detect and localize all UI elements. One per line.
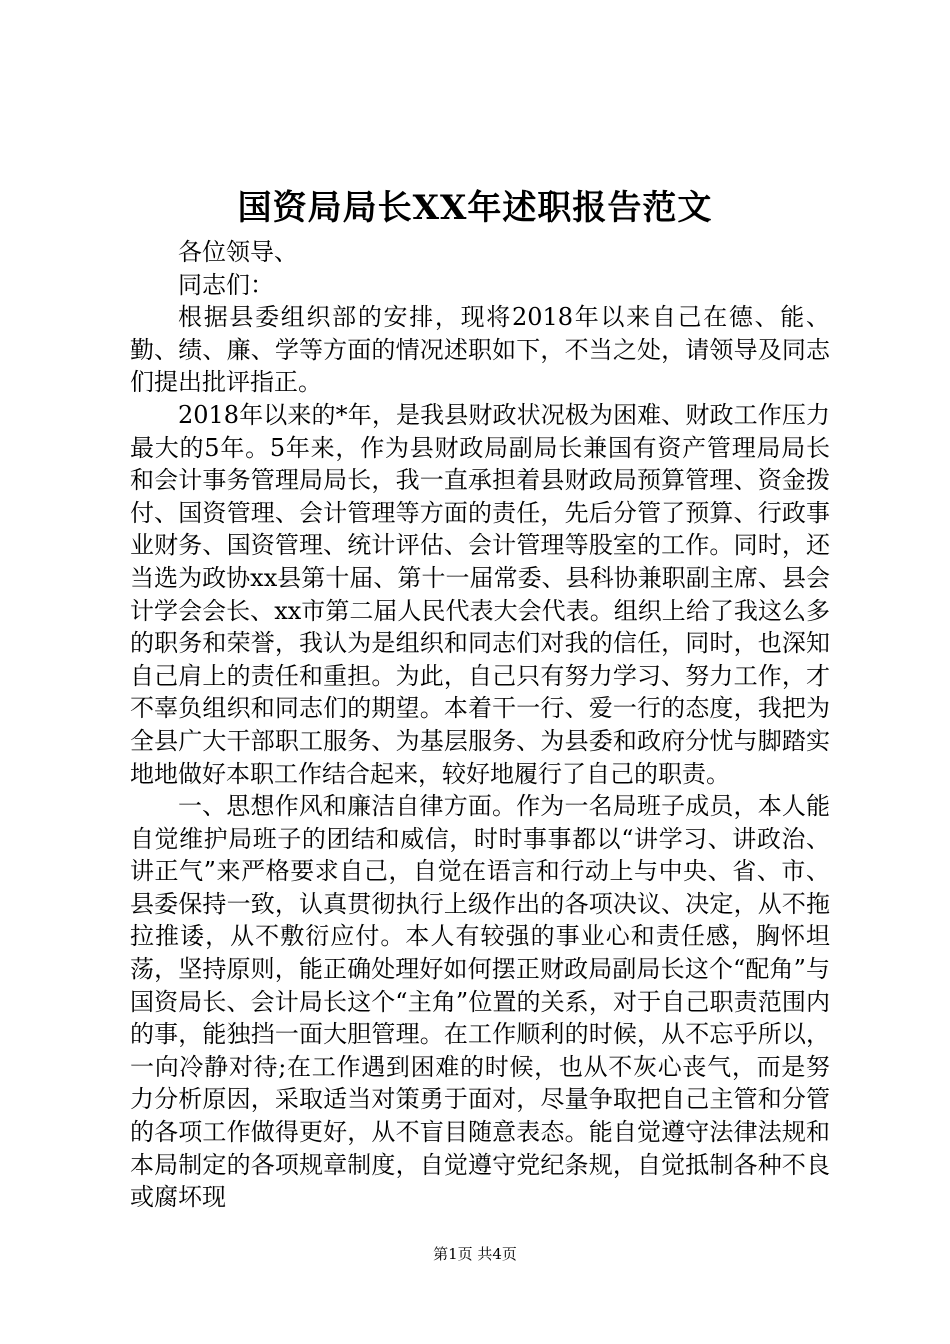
page-footer: 第1页 共4页	[433, 1245, 517, 1263]
paragraph-intro: 根据县委组织部的安排，现将2018年以来自己在德、能、勤、绩、廉、学等方面的情况述职如下，不当之处，请领导及同志们提出批评指正。	[130, 303, 830, 397]
document-title: 国资局局长XX年述职报告范文	[237, 188, 713, 228]
paragraph-section-one: 一、思想作风和廉洁自律方面。作为一名局班子成员，本人能自觉维护局班子的团结和威信，时时事事都以“讲学习、讲政治、讲正气”来严格要求自己，自觉在语言和行动上与中央、省、市、县委保持一致，认真贯彻执行上级作出的各项决议、决定，从不拖拉推诿，从不敷衍应付。本人有较强的事业心和责任感，胸怀坦荡，坚持原则，能正确处理好如何摆正财政局副局长这个“配角”与国资局长、会计局长这个“主角”位置的关系，对于自己职责范围内的事，能独挡一面大胆管理。在工作顺利的时候，从不忘乎所以，一向冷静对待;在工作遇到困难的时候，也从不灰心丧气，而是努力分析原因，采取适当对策勇于面对，尽量争取把自己主管和分管的各项工作做得更好，从不盲目随意表态。能自觉遵守法律法规和本局制定的各项规章制度，自觉遵守党纪条规，自觉抵制各种不良或腐坏现	[130, 792, 830, 1212]
document-body	[130, 236, 830, 1214]
salutation-leaders: 各位领导、	[178, 238, 298, 266]
paragraph-overview: 2018年以来的*年，是我县财政状况极为困难、财政工作压力最大的5年。5年来，作为县财政局副局长兼国有资产管理局局长和会计事务管理局局长，我一直承担着县财政局预算管理、资金拨付、国资管理、会计管理等方面的责任，先后分管了预算、行政事业财务、国资管理、统计评估、会计管理等股室的工作。同时，还当选为政协xx县第十届、第十一届常委、县科协兼职副主席、县会计学会会长、xx市第二届人民代表大会代表。组织上给了我这么多的职务和荣誉，我认为是组织和同志们对我的信任，同时，也深知自己肩上的责任和重担。为此，自己只有努力学习、努力工作，才不辜负组织和同志们的期望。本着干一行、爱一行的态度，我把为全县广大干部职工服务、为基层服务、为县委和政府分忧与脚踏实地地做好本职工作结合起来，较好地履行了自己的职责。	[130, 400, 830, 788]
salutation-comrades: 同志们：	[178, 270, 274, 299]
